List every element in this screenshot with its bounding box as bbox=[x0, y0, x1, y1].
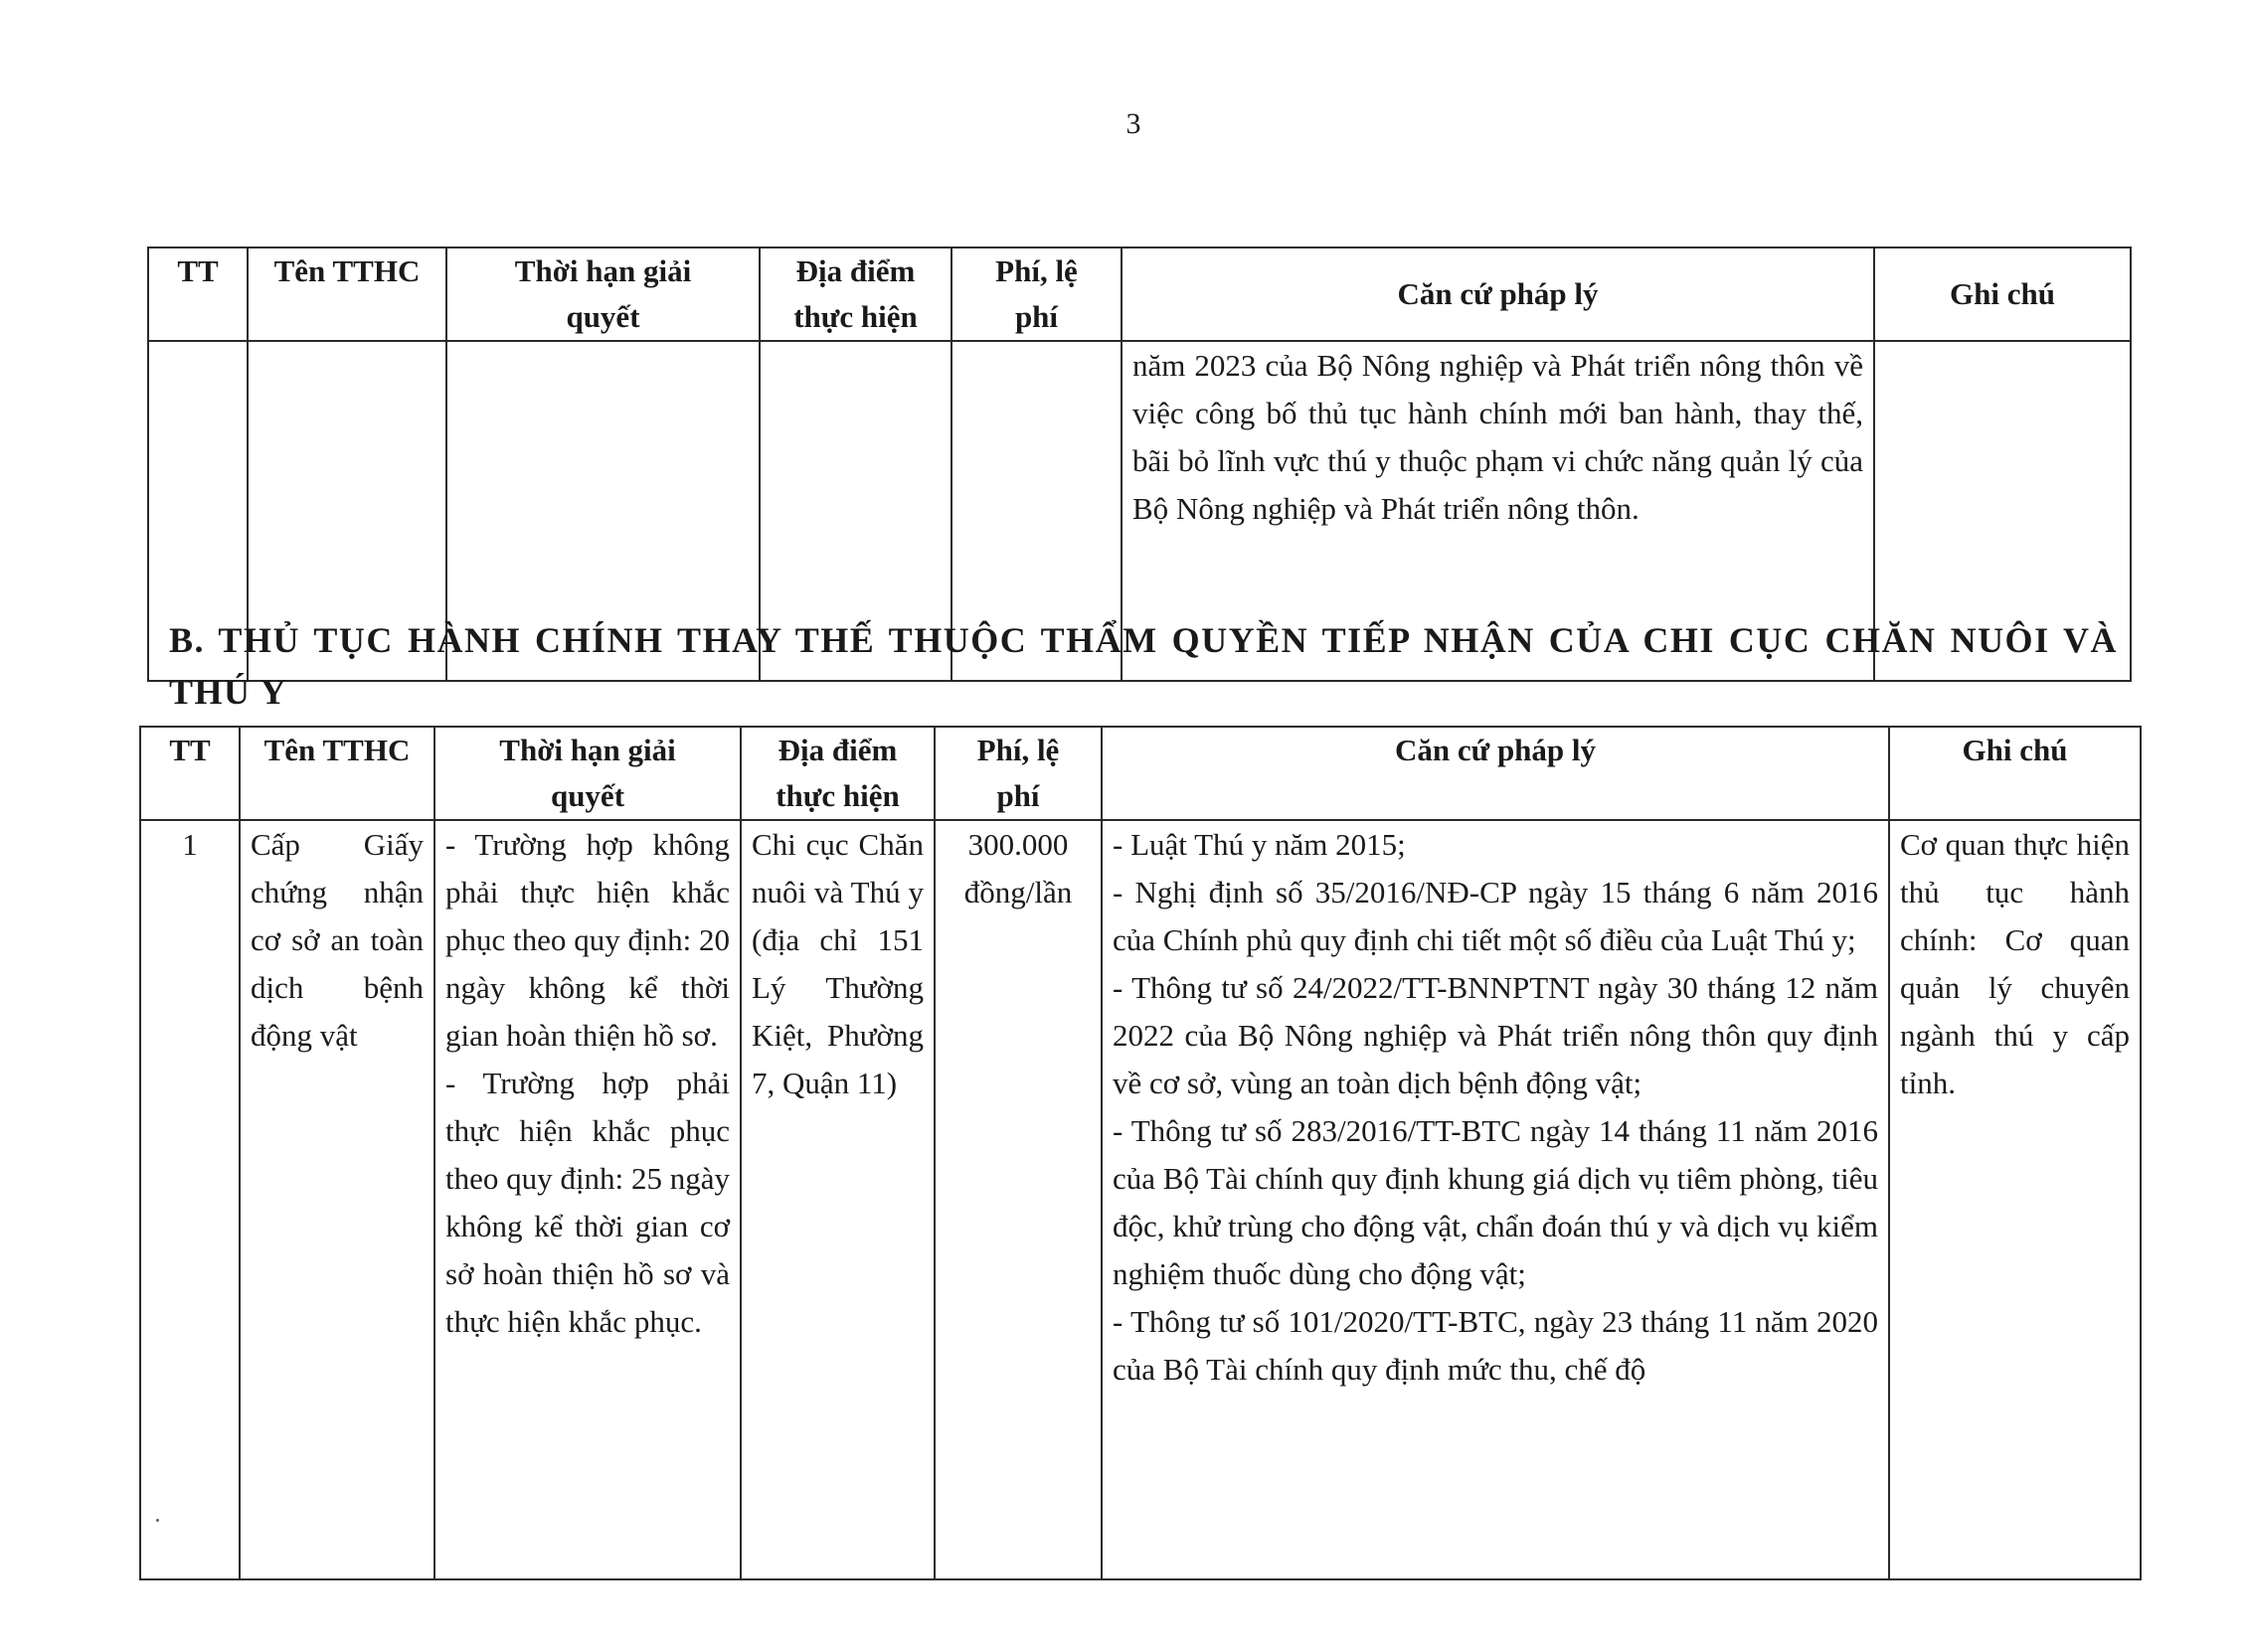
section-b-heading: B. THỦ TỤC HÀNH CHÍNH THAY THẾ THUỘC THẨM QUYỀN TIẾP NHẬN CỦA CHI CỤC CHĂN NUÔI VÀ THÚ Y bbox=[169, 620, 2118, 712]
table-row bbox=[140, 820, 2141, 1579]
header-thoi-han: Thời hạn giải quyết bbox=[446, 248, 760, 341]
header-thoi-han: Thời hạn giải quyết bbox=[434, 727, 741, 820]
header-dia-diem: Địa điểm thực hiện bbox=[741, 727, 935, 820]
cell-tt: 1 bbox=[140, 820, 240, 1579]
header-dia-diem: Địa điểm thực hiện bbox=[760, 248, 951, 341]
header-ten-tthc: Tên TTHC bbox=[240, 727, 434, 820]
cell-phi: 300.000 đồng/lần bbox=[935, 820, 1102, 1579]
table-b-header-row bbox=[140, 727, 2141, 820]
header-ten-tthc: Tên TTHC bbox=[248, 248, 446, 341]
header-can-cu: Căn cứ pháp lý bbox=[1102, 727, 1889, 820]
cell-dia-diem: Chi cục Chăn nuôi và Thú y (địa chỉ 151 Lý Thường Kiệt, Phường 7, Quận 11) bbox=[741, 820, 935, 1579]
header-phi: Phí, lệ phí bbox=[951, 248, 1122, 341]
header-tt: TT bbox=[148, 248, 248, 341]
table-a-header-row bbox=[148, 248, 2131, 341]
page-number: 3 bbox=[1125, 107, 1141, 140]
cell-ten-tthc: Cấp Giấy chứng nhận cơ sở an toàn dịch bệnh động vật bbox=[240, 820, 434, 1579]
cell-ghi-chu: Cơ quan thực hiện thủ tục hành chính: Cơ quan quản lý chuyên ngành thú y cấp tỉnh. bbox=[1889, 820, 2141, 1579]
table-b bbox=[139, 726, 2142, 1580]
header-phi: Phí, lệ phí bbox=[935, 727, 1102, 820]
cell-can-cu: - Luật Thú y năm 2015; - Nghị định số 35/2016/NĐ-CP ngày 15 tháng 6 năm 2016 của Chính phủ quy định chi tiết một số điều của Luật Thú y; - Thông tư số 24/2022/TT-BNNPTNT ngày 30 tháng 12 năm 2022 của Bộ Nông nghiệp và Phát triển nông thôn quy định về cơ sở, vùng an toàn dịch bệnh động vật; - Thông tư số 283/2016/TT-BTC ngày 14 tháng 11 năm 2016 của Bộ Tài chính quy định khung giá dịch vụ tiêm phòng, tiêu độc, khử trùng cho động vật, chẩn đoán thú y và dịch vụ kiểm nghiệm thuốc dùng cho động vật; - Thông tư số 101/2020/TT-BTC, ngày 23 tháng 11 năm 2020 của Bộ Tài chính quy định mức thu, chế độ bbox=[1102, 820, 1889, 1579]
scan-speck bbox=[156, 1519, 159, 1522]
cell-thoi-han: - Trường hợp không phải thực hiện khắc phục theo quy định: 20 ngày không kể thời gian hoàn thiện hồ sơ. - Trường hợp phải thực hiện khắc phục theo quy định: 25 ngày không kể thời gian cơ sở hoàn thiện hồ sơ và thực hiện khắc phục. bbox=[434, 820, 741, 1579]
cell-can-cu: năm 2023 của Bộ Nông nghiệp và Phát triển nông thôn về việc công bố thủ tục hành chính mới ban hành, thay thế, bãi bỏ lĩnh vực thú y thuộc phạm vi chức năng quản lý của Bộ Nông nghiệp và Phát triển nông thôn. bbox=[1122, 341, 1874, 681]
header-ghi-chu: Ghi chú bbox=[1874, 248, 2131, 341]
header-tt: TT bbox=[140, 727, 240, 820]
header-ghi-chu: Ghi chú bbox=[1889, 727, 2141, 820]
header-can-cu: Căn cứ pháp lý bbox=[1122, 248, 1874, 341]
